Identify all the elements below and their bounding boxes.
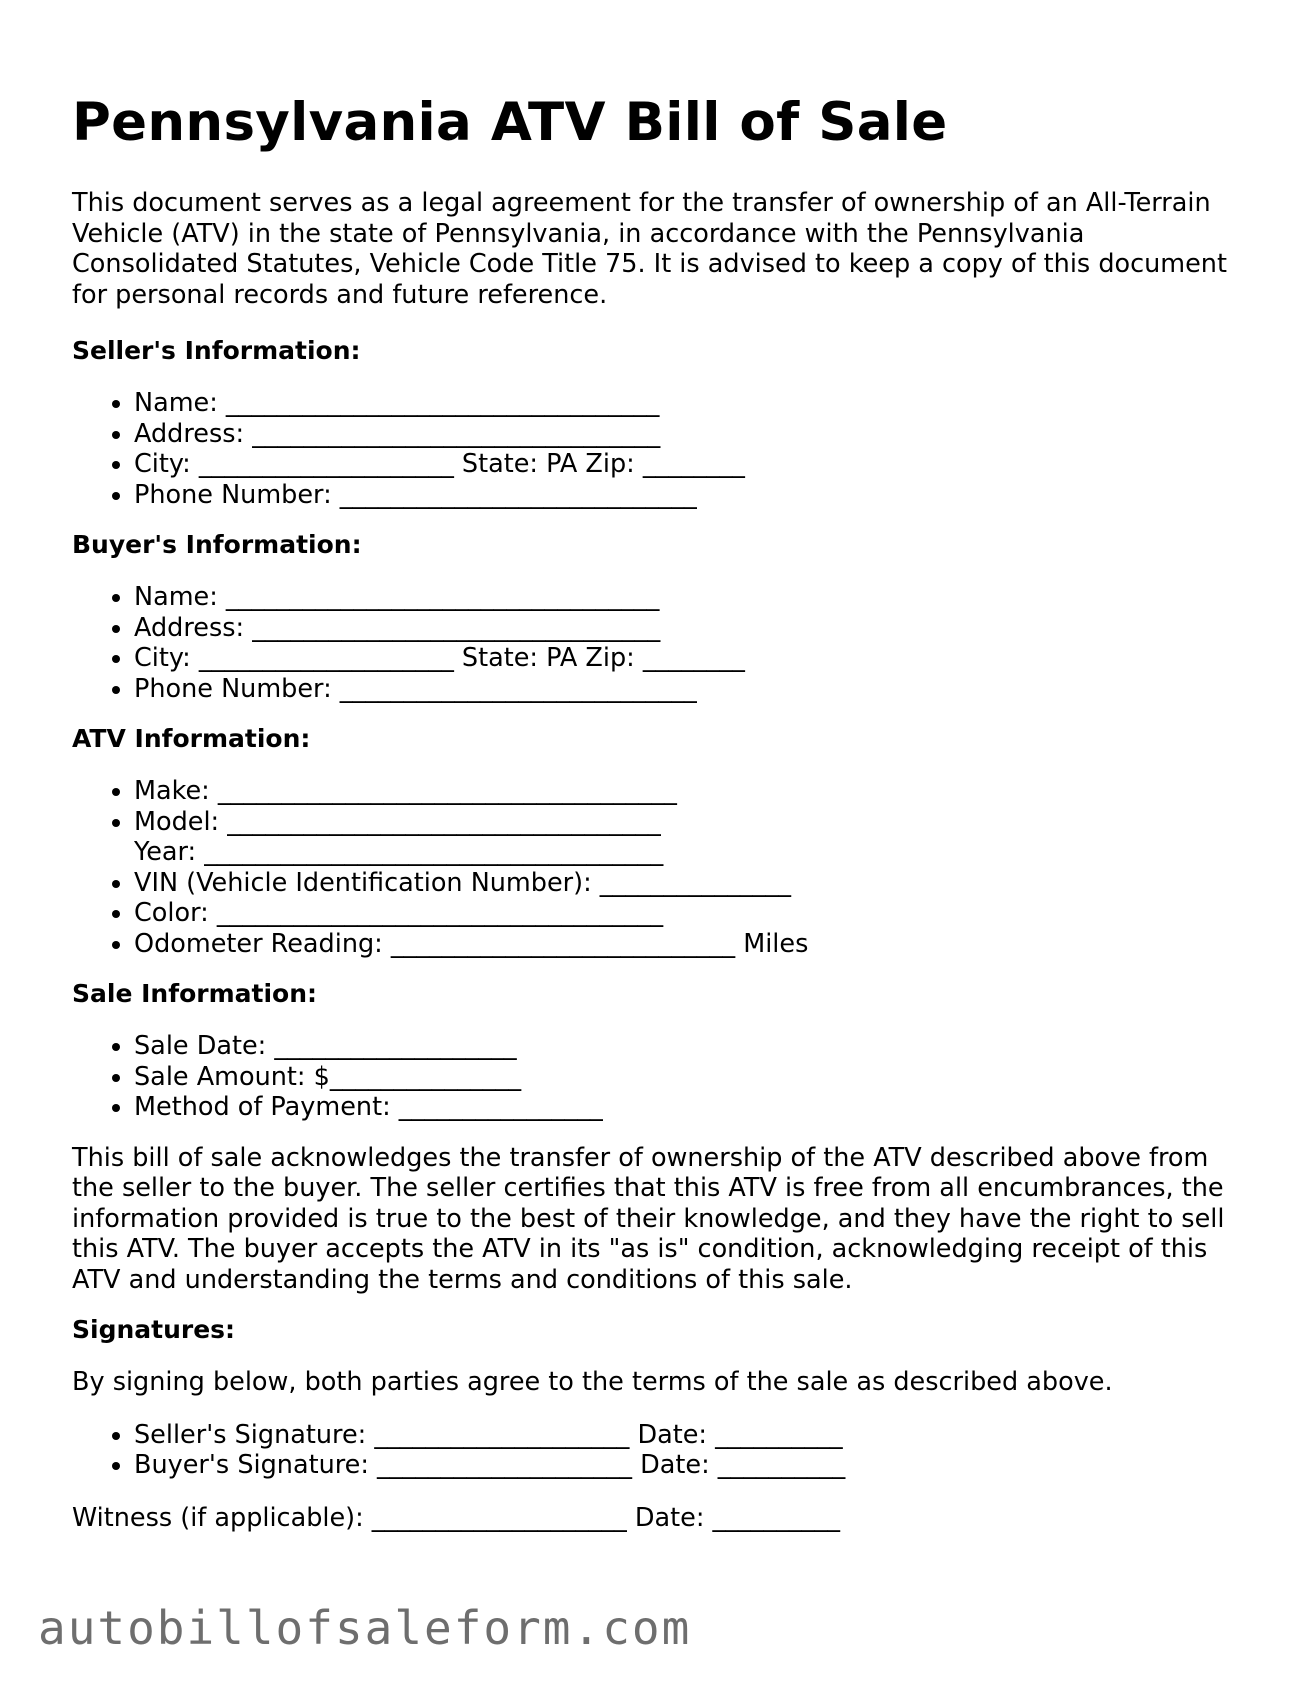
watermark-text: autobillofsaleform.com xyxy=(38,1601,692,1655)
atv-heading: ATV Information: xyxy=(72,724,311,753)
sale-heading: Sale Information: xyxy=(72,979,317,1008)
atv-info-list xyxy=(72,776,1232,959)
seller-city-state-zip-field: • City: ____________________ State: PA Zip: ________ xyxy=(134,449,1232,480)
document-page xyxy=(72,88,1232,1533)
atv-vin-field: • VIN (Vehicle Identification Number): _______________ xyxy=(134,868,1232,899)
atv-model-field: • Model: __________________________________ xyxy=(134,807,1232,838)
seller-phone-field: • Phone Number: ____________________________ xyxy=(134,480,1232,511)
seller-signature-field: • Seller's Signature: ____________________ Date: __________ xyxy=(134,1420,1232,1451)
buyer-city-state-zip-field: • City: ____________________ State: PA Zip: ________ xyxy=(134,643,1232,674)
seller-info-list xyxy=(72,388,1232,510)
atv-make-field: • Make: ____________________________________ xyxy=(134,776,1232,807)
seller-heading: Seller's Information: xyxy=(72,336,361,365)
atv-year-field: Year: ____________________________________ xyxy=(134,837,664,867)
atv-color-field: • Color: ___________________________________ xyxy=(134,898,1232,929)
sale-amount-field: • Sale Amount: $_______________ xyxy=(134,1062,1232,1093)
atv-odometer-field: • Odometer Reading: ___________________________ Miles xyxy=(134,929,1232,960)
signatures-list xyxy=(72,1420,1232,1481)
signatures-statement: By signing below, both parties agree to the terms of the sale as described above. xyxy=(72,1367,1113,1397)
buyer-name-field: • Name: __________________________________ xyxy=(134,582,1232,613)
signatures-heading: Signatures: xyxy=(72,1315,236,1344)
payment-method-field: • Method of Payment: ________________ xyxy=(134,1092,1232,1123)
sale-date-field: • Sale Date: ___________________ xyxy=(134,1031,1232,1062)
buyer-address-field: • Address: ________________________________ xyxy=(134,613,1232,644)
seller-address-field: • Address: ________________________________ xyxy=(134,419,1232,450)
sale-info-list xyxy=(72,1031,1232,1123)
buyer-phone-field: • Phone Number: ____________________________ xyxy=(134,674,1232,705)
document-title: Pennsylvania ATV Bill of Sale xyxy=(72,92,948,153)
buyer-info-list xyxy=(72,582,1232,704)
seller-name-field: • Name: __________________________________ xyxy=(134,388,1232,419)
acknowledgement-paragraph: This bill of sale acknowledges the transfer of ownership of the ATV described above from the seller to the buyer. The seller certifies that this ATV is free from all encumbrances, the information provided is true to the best of their knowledge, and they have the right to sell this ATV. The buyer accepts the ATV in its "as is" condition, acknowledging receipt of this ATV and understanding the terms and conditions of this sale. xyxy=(72,1142,1225,1295)
intro-paragraph: This document serves as a legal agreement for the transfer of ownership of an All-Terrain Vehicle (ATV) in the state of Pennsylvania, in accordance with the Pennsylvania Consolidated Statutes, Vehicle Code Title 75. It is advised to keep a copy of this document for personal records and future reference. xyxy=(72,188,1227,310)
buyer-heading: Buyer's Information: xyxy=(72,530,362,559)
buyer-signature-field: • Buyer's Signature: ____________________ Date: __________ xyxy=(134,1450,1232,1481)
witness-signature-field: Witness (if applicable): ____________________ Date: __________ xyxy=(72,1502,841,1533)
